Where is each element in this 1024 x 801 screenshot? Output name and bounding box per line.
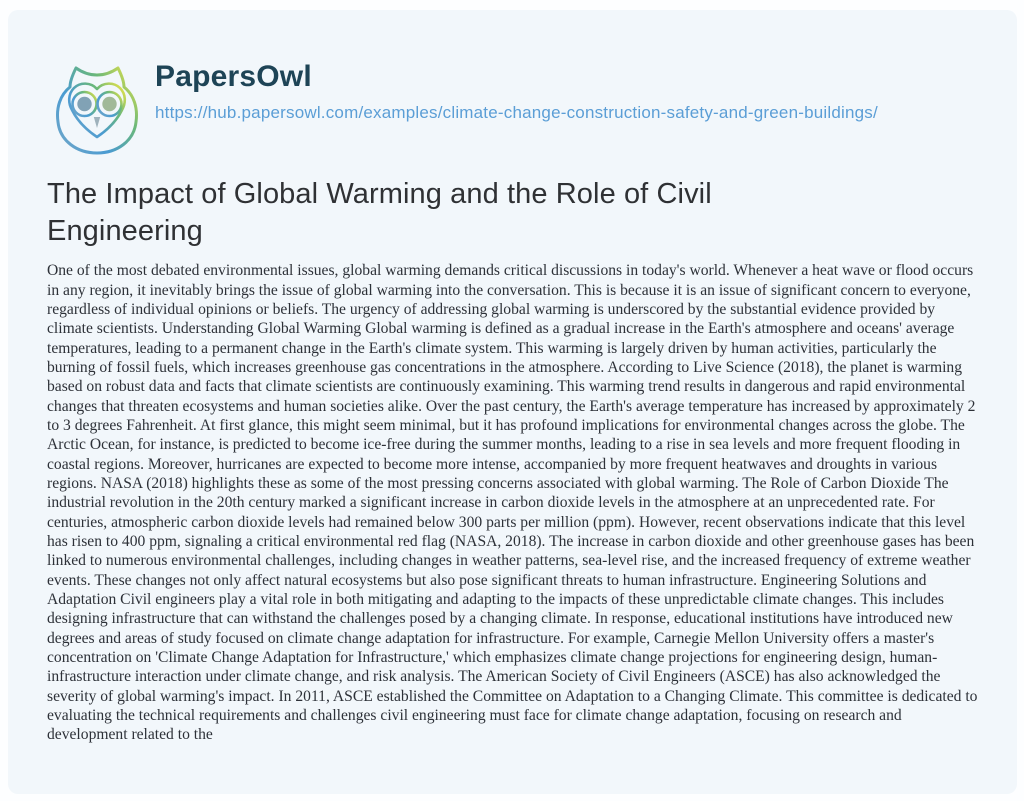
header-text (147, 55, 878, 123)
article (47, 176, 978, 745)
page-panel (8, 10, 1017, 794)
article-title: The Impact of Global Warming and the Role of Civil Engineering (47, 178, 712, 248)
papersowl-owl-logo-icon (47, 55, 147, 159)
site-name: PapersOwl (155, 60, 312, 93)
site-header (47, 55, 978, 159)
source-url-link[interactable]: https://hub.papersowl.com/examples/climate-change-construction-safety-and-green-buildings/ (155, 103, 878, 122)
article-body-text: One of the most debated environmental issues, global warming demands critical discussions in today's world. Whenever a heat wave or flood occurs in any region, it inevitably brings the issue of global warming into the conversation. This is because it is an issue of significant concern to everyone, regardless of individual opinions or beliefs. The urgency of addressing global warming is underscored by the substantial evidence provided by climate scientists. Understanding Global Warming Global warming is defined as a gradual increase in the Earth's atmosphere and oceans' average temperatures, leading to a permanent change in the Earth's climate system. This warming is largely driven by human activities, particularly the burning of fossil fuels, which increases greenhouse gas concentrations in the atmosphere. According to Live Science (2018), the planet is warming based on robust data and facts that climate scientists are continuously examining. This warming trend results in dangerous and rapid environmental changes that threaten ecosystems and human societies alike. Over the past century, the Earth's average temperature has increased by approximately 2 to 3 degrees Fahrenheit. At first glance, this might seem minimal, but it has profound implications for environmental changes across the globe. The Arctic Ocean, for instance, is predicted to become ice-free during the summer months, leading to a rise in sea levels and more frequent flooding in coastal regions. Moreover, hurricanes are expected to become more intense, accompanied by more frequent heatwaves and droughts in various regions. NASA (2018) highlights these as some of the most pressing concerns associated with global warming. The Role of Carbon Dioxide The industrial revolution in the 20th century marked a significant increase in carbon dioxide levels in the atmosphere at an unprecedented rate. For centuries, atmospheric carbon dioxide levels had remained below 300 parts per million (ppm). However, recent observations indicate that this level has risen to 400 ppm, signaling a critical environmental red flag (NASA, 2018). The increase in carbon dioxide and other greenhouse gases has been linked to numerous environmental challenges, including changes in weather patterns, sea-level rise, and the increased frequency of extreme weather events. These changes not only affect natural ecosystems but also pose significant threats to human infrastructure. Engineering Solutions and Adaptation Civil engineers play a vital role in both mitigating and adapting to the impacts of these unpredictable climate changes. This includes designing infrastructure that can withstand the challenges posed by a changing climate. In response, educational institutions have introduced new degrees and areas of study focused on climate change adaptation for infrastructure. For example, Carnegie Mellon University offers a master's concentration on 'Climate Change Adaptation for Infrastructure,' which emphasizes climate change projections for engineering design, human-infrastructure interaction under climate change, and risk analysis. The American Society of Civil Engineers (ASCE) has also acknowledged the severity of global warming's impact. In 2011, ASCE established the Committee on Adaptation to a Changing Climate. This committee is dedicated to evaluating the technical requirements and challenges civil engineering must face for climate change adaptation, focusing on research and development related to the (47, 262, 978, 744)
